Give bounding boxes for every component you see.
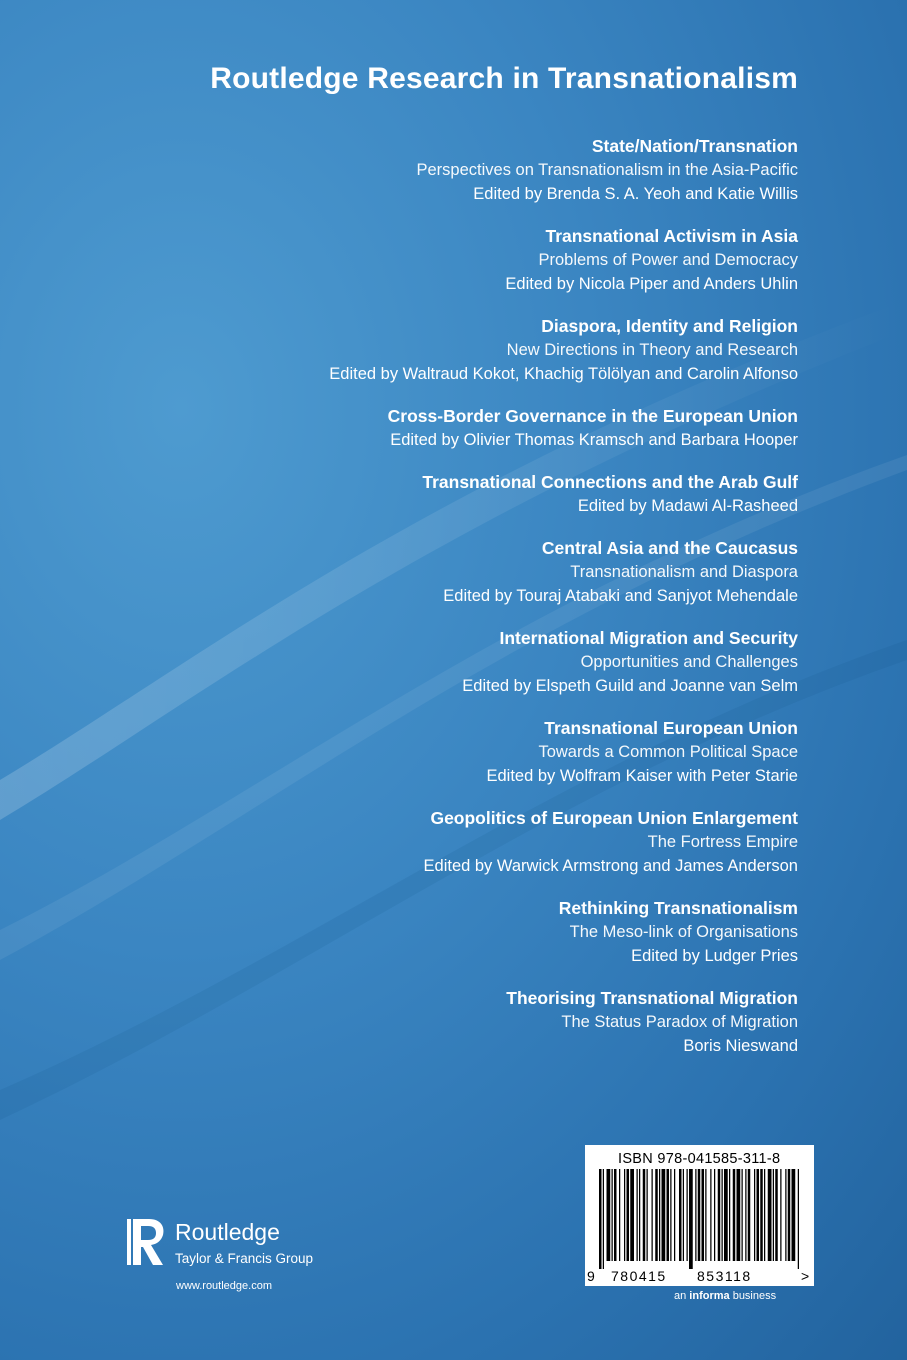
book-editors: Edited by Elspeth Guild and Joanne van Selm xyxy=(462,677,798,695)
book-list xyxy=(178,134,798,1076)
book-editors: Edited by Warwick Armstrong and James Anderson xyxy=(423,857,798,875)
book-title: State/Nation/Transnation xyxy=(591,136,798,156)
book-title: Geopolitics of European Union Enlargement xyxy=(430,808,798,828)
book-title: Rethinking Transnationalism xyxy=(558,898,798,918)
book-subtitle: New Directions in Theory and Research xyxy=(506,341,798,359)
book-entry xyxy=(178,986,798,1058)
book-editors: Edited by Nicola Piper and Anders Uhlin xyxy=(505,275,798,293)
barcode-box xyxy=(585,1145,814,1286)
book-title: Transnational European Union xyxy=(544,718,798,738)
informa-brand: informa xyxy=(689,1290,730,1302)
informa-suffix: business xyxy=(729,1290,777,1302)
book-subtitle: Problems of Power and Democracy xyxy=(538,251,798,269)
series-title: Routledge Research in Transnationalism xyxy=(210,62,798,95)
book-subtitle: The Status Paradox of Migration xyxy=(561,1013,798,1031)
book-title: Cross-Border Governance in the European Union xyxy=(387,406,798,426)
book-entry xyxy=(178,404,798,452)
book-entry xyxy=(178,896,798,968)
book-subtitle: Towards a Common Political Space xyxy=(538,743,798,761)
routledge-logo[interactable] xyxy=(127,1217,327,1277)
publisher-name: Routledge xyxy=(175,1219,280,1245)
book-entry xyxy=(178,626,798,698)
informa-tagline xyxy=(674,1290,776,1302)
book-subtitle: The Fortress Empire xyxy=(647,833,798,851)
book-title: Diaspora, Identity and Religion xyxy=(541,316,798,336)
informa-prefix: an xyxy=(674,1290,690,1302)
book-editors: Edited by Wolfram Kaiser with Peter Starie xyxy=(486,767,798,785)
book-editors: Edited by Touraj Atabaki and Sanjyot Mehendale xyxy=(443,587,798,605)
barcode-lead-digit: 9 xyxy=(587,1268,595,1284)
book-title: Transnational Activism in Asia xyxy=(545,226,798,246)
book-editors: Edited by Waltraud Kokot, Khachig Tölölyan and Carolin Alfonso xyxy=(329,365,798,383)
book-entry xyxy=(178,536,798,608)
publisher-tagline: Taylor & Francis Group xyxy=(175,1251,314,1266)
book-subtitle: Transnationalism and Diaspora xyxy=(570,563,798,581)
book-editors: Edited by Brenda S. A. Yeoh and Katie Willis xyxy=(473,185,798,203)
barcode-arrow: > xyxy=(801,1268,810,1284)
book-subtitle: Perspectives on Transnationalism in the Asia-Pacific xyxy=(416,161,798,179)
book-editors: Edited by Olivier Thomas Kramsch and Barbara Hooper xyxy=(390,431,798,449)
book-title: Theorising Transnational Migration xyxy=(506,988,798,1008)
book-editors: Edited by Madawi Al-Rasheed xyxy=(577,497,798,515)
barcode-icon xyxy=(585,1169,814,1269)
book-entry xyxy=(178,806,798,878)
barcode-group-2: 853118 xyxy=(697,1268,752,1284)
book-editors: Boris Nieswand xyxy=(683,1037,798,1055)
isbn-label: ISBN 978-041585-311-8 xyxy=(618,1151,781,1167)
book-entry xyxy=(178,314,798,386)
book-editors: Edited by Ludger Pries xyxy=(631,947,798,965)
book-entry xyxy=(178,716,798,788)
book-subtitle: The Meso-link of Organisations xyxy=(569,923,798,941)
routledge-r-icon xyxy=(127,1217,169,1269)
book-title: Transnational Connections and the Arab Gulf xyxy=(422,472,798,492)
book-title: Central Asia and the Caucasus xyxy=(541,538,798,558)
book-entry xyxy=(178,134,798,206)
book-subtitle: Opportunities and Challenges xyxy=(580,653,798,671)
book-entry xyxy=(178,224,798,296)
book-title: International Migration and Security xyxy=(499,628,798,648)
publisher-website[interactable]: www.routledge.com xyxy=(176,1280,272,1292)
barcode-group-1: 780415 xyxy=(611,1268,667,1284)
book-entry xyxy=(178,470,798,518)
